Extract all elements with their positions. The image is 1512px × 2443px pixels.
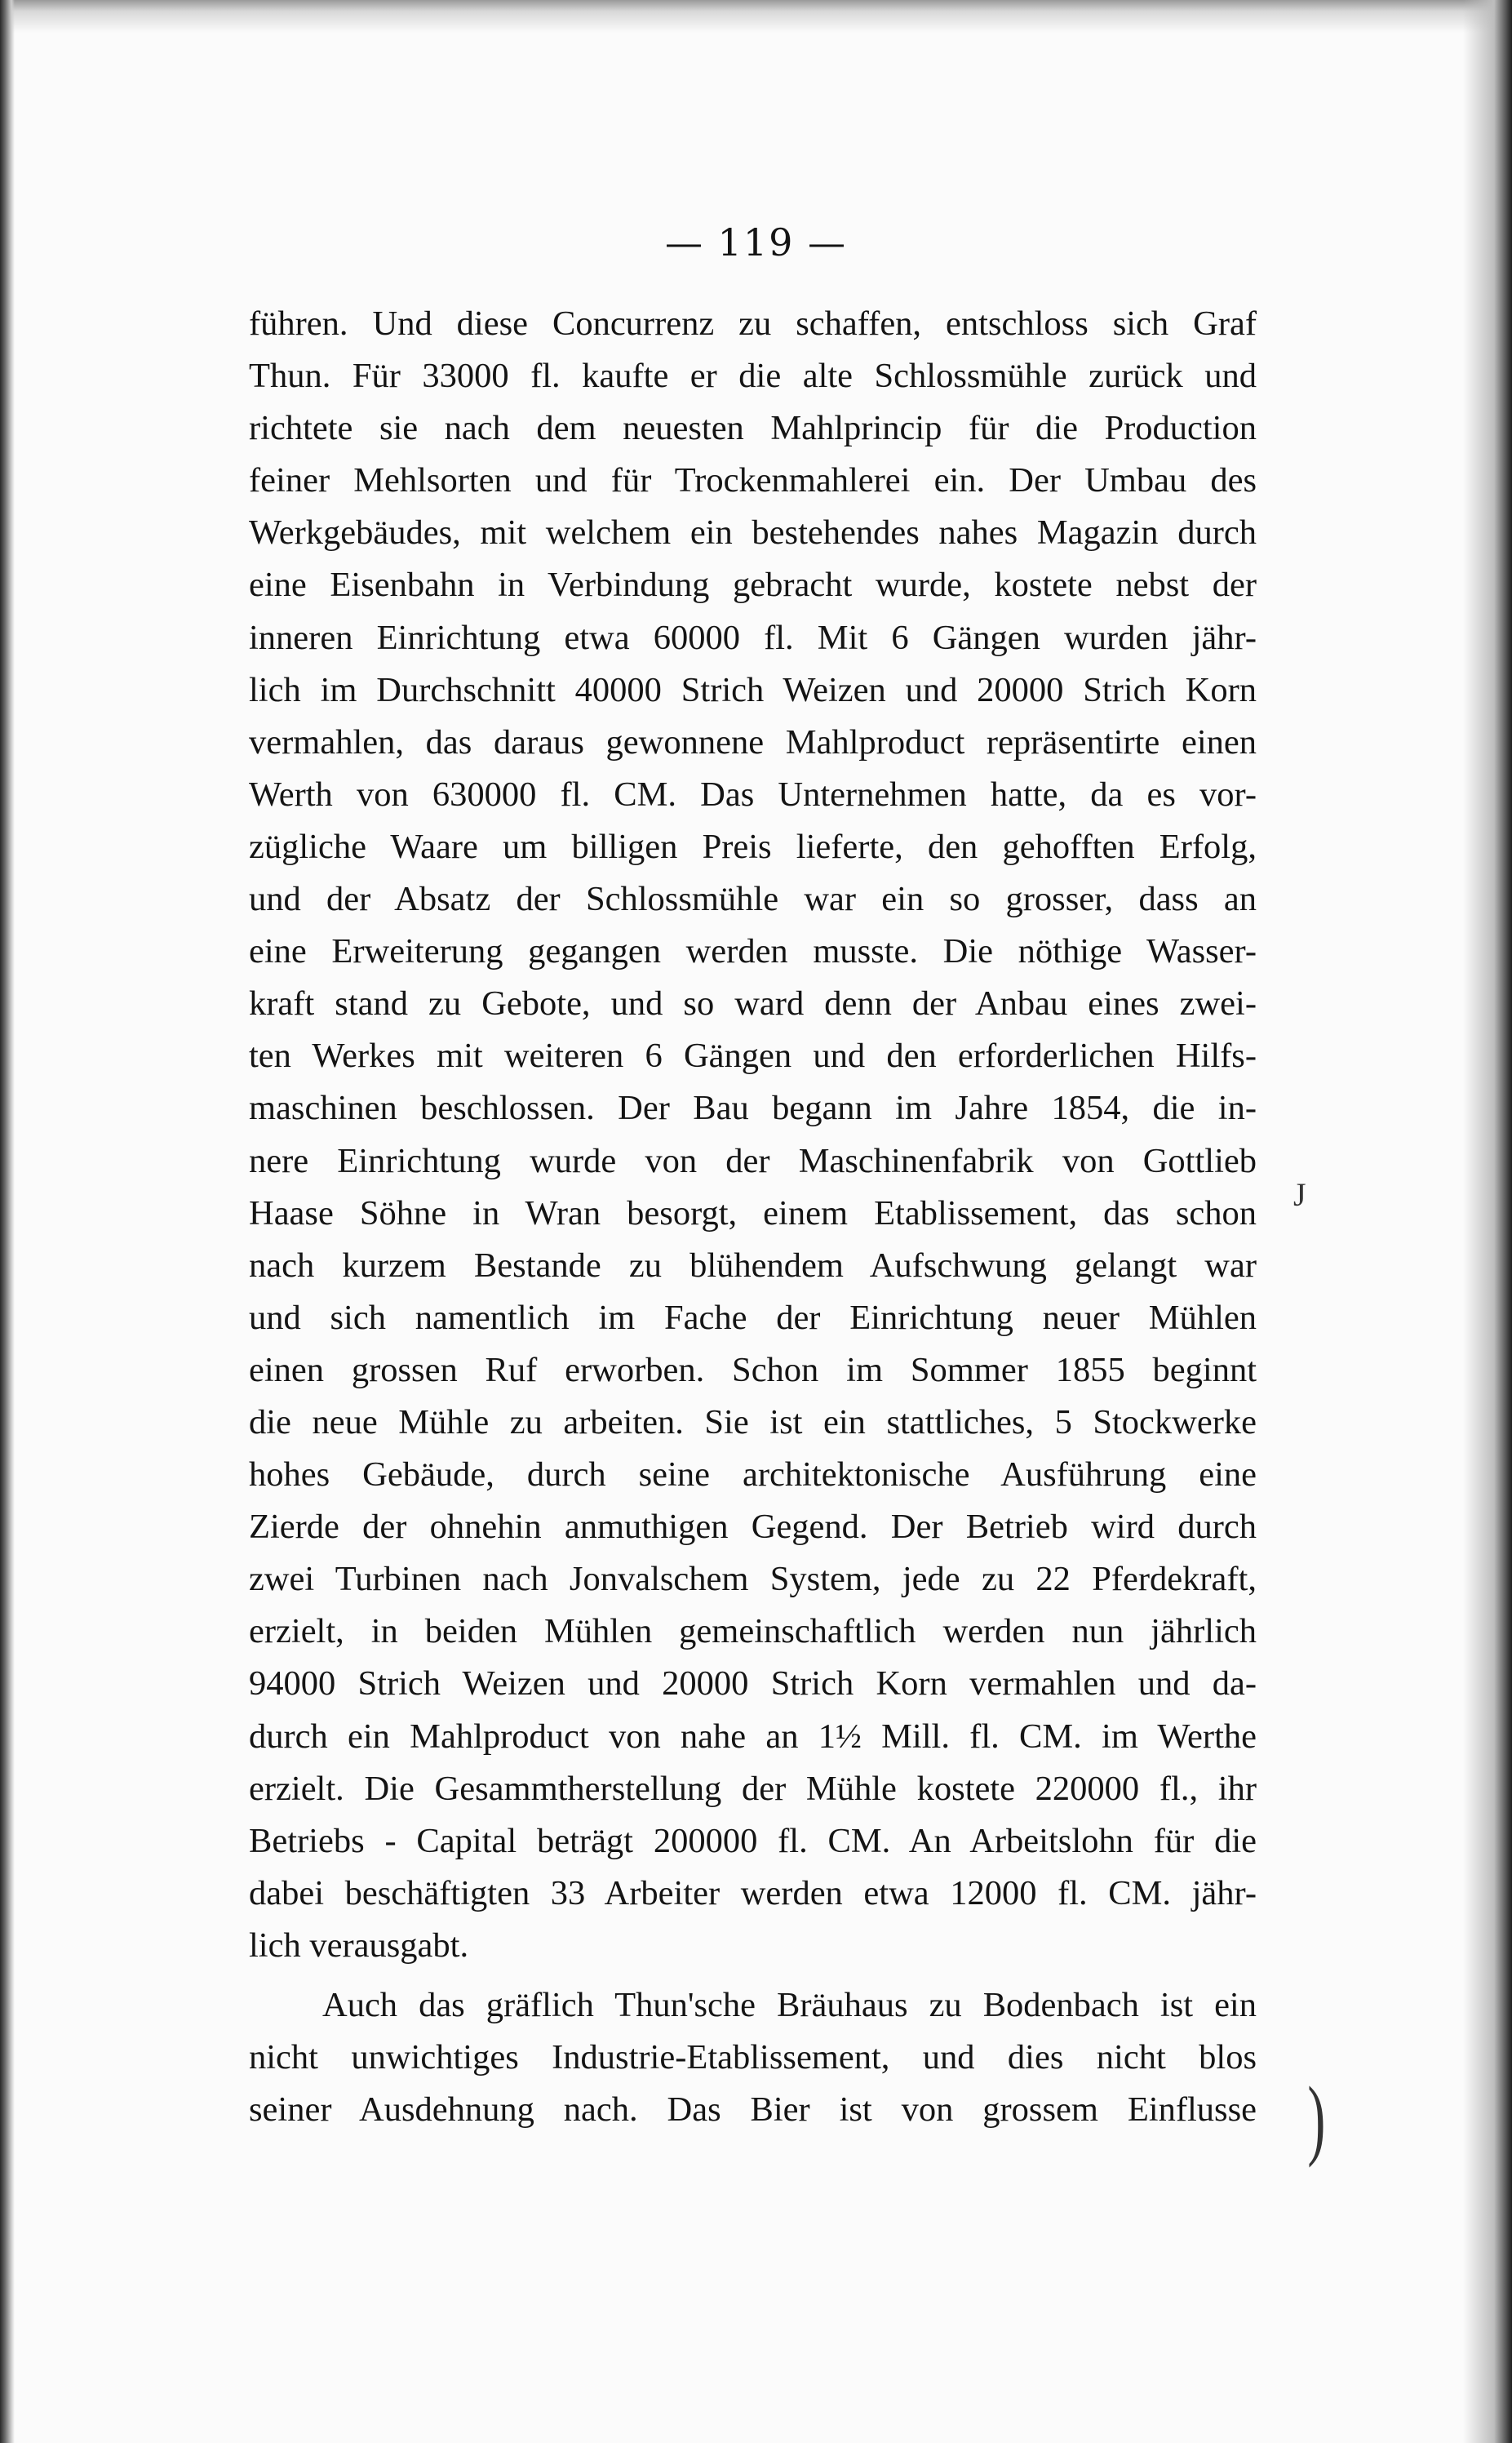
text-line: dabei beschäftigten 33 Arbeiter werden etwa 12000 fl. CM. jähr- [249,1873,1257,1912]
text-line: lich verausgabt. [249,1926,469,1965]
text-line: Betriebs - Capital beträgt 200000 fl. CM. An Arbeitslohn für die [249,1821,1257,1860]
paragraph-gap [249,1972,1257,1979]
text-line: zwei Turbinen nach Jonvalschem System, jede zu 22 Pferdekraft, [249,1560,1257,1599]
text-line: führen. Und diese Concurrenz zu schaffen, entschloss sich Graf [249,304,1257,343]
text-line: eine Erweiterung gegangen werden musste. Die nöthige Wasser- [249,932,1257,971]
text-line: maschinen beschlossen. Der Bau begann im Jahre 1854, die in- [249,1089,1257,1128]
text-line: feiner Mehlsorten und für Trockenmahlerei ein. Der Umbau des [249,461,1257,500]
text-line: richtete sie nach dem neuesten Mahlprincip für die Production [249,409,1257,448]
text-line: Zierde der ohnehin anmuthigen Gegend. Der Betrieb wird durch [249,1508,1257,1547]
margin-mark: ) [1307,2068,1326,2168]
text-line: Haase Söhne in Wran besorgt, einem Etablissement, das schon [249,1193,1257,1233]
text-line: inneren Einrichtung etwa 60000 fl. Mit 6 Gängen wurden jähr- [249,618,1257,657]
text-line: Thun. Für 33000 fl. kaufte er die alte Schlossmühle zurück und [249,357,1257,396]
text-line: und der Absatz der Schlossmühle war ein so grosser, dass an [249,880,1257,919]
text-line: Auch das gräflich Thun'sche Bräuhaus zu Bodenbach ist ein [322,1986,1257,2024]
text-line: nicht unwichtiges Industrie-Etablissement, und dies nicht blos [249,2038,1257,2077]
text-line: nach kurzem Bestande zu blühendem Aufschwung gelangt war [249,1246,1257,1285]
margin-mark: J [1293,1176,1306,1213]
body-text [249,298,1257,2136]
scan-shadow-left [0,0,15,2443]
text-line: vermahlen, das daraus gewonnene Mahlproduct repräsentirte einen [249,722,1257,762]
text-line: erzielt, in beiden Mühlen gemeinschaftlich werden nun jährlich [249,1612,1257,1651]
text-line: nere Einrichtung wurde von der Maschinenfabrik von Gottlieb [249,1141,1257,1180]
text-line: und sich namentlich im Fache der Einrichtung neuer Mühlen [249,1298,1257,1337]
scan-shadow-top [0,0,1512,33]
text-line: zügliche Waare um billigen Preis lieferte, den gehofften Erfolg, [249,827,1257,866]
text-line: Werth von 630000 fl. CM. Das Unternehmen hatte, da es vor- [249,775,1257,814]
text-line: durch ein Mahlproduct von nahe an 1½ Mill. fl. CM. im Werthe [249,1717,1257,1756]
text-line: einen grossen Ruf erworben. Schon im Sommer 1855 beginnt [249,1350,1257,1389]
paragraph-1 [249,298,1257,1972]
text-line: eine Eisenbahn in Verbindung gebracht wurde, kostete nebst der [249,566,1257,605]
scan-shadow-right [1463,0,1512,2443]
text-line: die neue Mühle zu arbeiten. Sie ist ein stattliches, 5 Stockwerke [249,1402,1257,1441]
text-line: Werkgebäudes, mit welchem ein bestehendes nahes Magazin durch [249,513,1257,553]
text-line: lich im Durchschnitt 40000 Strich Weizen und 20000 Strich Korn [249,670,1257,709]
text-line: kraft stand zu Gebote, und so ward denn der Anbau eines zwei- [249,984,1257,1024]
paragraph-2 [249,1979,1257,2136]
page-number: — 119 — [664,220,848,264]
text-line: 94000 Strich Weizen und 20000 Strich Korn vermahlen und da- [249,1664,1257,1703]
text-line: seiner Ausdehnung nach. Das Bier ist von grossem Einflusse [249,2090,1257,2130]
text-line: ten Werkes mit weiteren 6 Gängen und den erforderlichen Hilfs- [249,1037,1257,1076]
text-line: erzielt. Die Gesammtherstellung der Mühle kostete 220000 fl., ihr [249,1769,1257,1808]
text-line: hohes Gebäude, durch seine architektonische Ausführung eine [249,1455,1257,1495]
